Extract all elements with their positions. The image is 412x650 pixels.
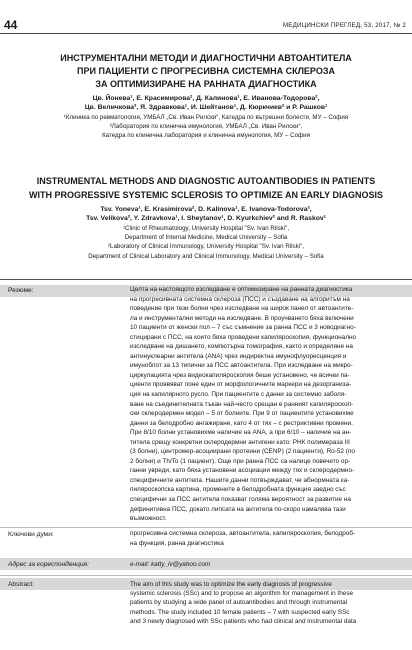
summary-line: (3 болни), центромер-асоциирани протеини (CENP) (2 пациенти), Ro-52 (по bbox=[130, 448, 355, 456]
title-line: ИНСТРУМЕНТАЛНИ МЕТОДИ И ДИАГНОСТИЧНИ АВТОАНТИТЕЛА bbox=[60, 53, 352, 63]
correspondence-email[interactable]: e-mail: katty_iv@yahoo.com bbox=[130, 561, 211, 568]
summary-line: циркулацията чрез видеокапиляроскопия беше установено, че всички па- bbox=[130, 371, 350, 379]
affiliation-line: Department of Internal Medicine, Medical University – Sofia bbox=[124, 234, 288, 242]
affiliation-line: ¹Клиника по ревматология, УМБАЛ „Св. Иван Рилски“, Катедра по вътрешни болести, МУ – София bbox=[63, 114, 349, 121]
keywords-text bbox=[130, 529, 406, 548]
running-header bbox=[0, 0, 412, 36]
authors-bulgarian bbox=[8, 94, 404, 112]
correspondence-label: Адрес за кореспонденция: bbox=[8, 561, 89, 568]
title-line: INSTRUMENTAL METHODS AND DIAGNOSTIC AUTOANTIBODIES IN PATIENTS bbox=[36, 176, 376, 186]
summary-line: на прогресивната системна склероза (ПСС) и създаване на алгоритъм на bbox=[130, 295, 350, 303]
summary-line: 2 болни) и Th/To (1 пациент). Още при ранна ПСС са налице повечето ор- bbox=[130, 457, 351, 465]
summary-line: ция на капилярното русло. При пациентите с данни за системно заболя- bbox=[130, 391, 347, 399]
abstract-line: patients by studying a wide panel of autoantibodies and through instrumental bbox=[130, 599, 348, 607]
affiliation-line: Катедра по клинична лаборатория и клинична имунология, МУ – София bbox=[102, 132, 310, 140]
affiliation-line: ²Лаборатория по клинична имунология, УМБАЛ „Св. Иван Рилски“, bbox=[109, 123, 303, 131]
abstract-label: Abstract: bbox=[8, 581, 35, 588]
header-rule bbox=[0, 33, 412, 34]
keywords-label: Ключови думи: bbox=[8, 531, 54, 538]
separator bbox=[0, 527, 412, 528]
affiliations-bulgarian bbox=[8, 113, 404, 141]
summary-line: специфичните антитела. Нашите данни потвърждават, че абнормната ка- bbox=[130, 476, 350, 484]
summary-line: 10 пациенти от женски пол – 7 със съмнение за ранна ПСС и 3 новодиагно- bbox=[130, 324, 356, 332]
authors-line: Tsv. Yoneva¹, E. Krasimirova², D. Kalinova¹, E. Ivanova-Todorova², bbox=[100, 206, 312, 213]
summary-label: Резюме: bbox=[8, 287, 34, 294]
summary-line: възможност. bbox=[130, 515, 167, 523]
summary-line: ла и инструментални методи на изследване. В проучването бяха включени bbox=[130, 314, 354, 322]
summary-line: пиляроскопска картина, промените в белодробната функция заедно със bbox=[130, 486, 346, 494]
summary-line: изследване на дишането, компютърна томография, както и определяне на bbox=[130, 343, 353, 351]
authors-line: Цв. Йонева¹, Е. Красимирова², Д. Калинова¹, Е. Иванова-Тодорова², bbox=[92, 95, 320, 102]
summary-line: При 8/10 болни установихме наличие на ANA, а при 6/10 – наличие на ан- bbox=[130, 429, 352, 437]
summary-line: данни за белодробно ангажиране, като 4 от тях – с рестриктивни промени. bbox=[130, 419, 353, 427]
abstract-line: and 3 newly diagnosed with SSc patients who had clinical and instrumental data bbox=[130, 617, 357, 625]
authors-english bbox=[8, 205, 404, 223]
summary-line: дефинитивна ПСС, докато липсата на антитела по-скоро намалява тази bbox=[130, 505, 346, 513]
summary-line: ски склеродермен модел – 5 от болните. При 9 от пациентите установихме bbox=[130, 410, 354, 418]
summary-line: имуноблот за 13 типични за ПСС автоантитела. При изследване на микро- bbox=[130, 362, 353, 370]
summary-line: ване на съединителната тъкан най-често срещан е ранният капиляроскоп- bbox=[130, 400, 354, 408]
affiliation-line: Department of Clinical Laboratory and Clinical Immunology, Medical University – Sofia bbox=[88, 252, 324, 260]
abstract-line: The aim of this study was to optimize the early diagnosis of progressive bbox=[130, 581, 332, 588]
authors-line: Tsv. Velikova², Y. Zdravkova¹, I. Sheytanov¹, D. Kyurkchiev² and R. Raskov¹ bbox=[86, 215, 326, 222]
summary-line: антинуклеарни антитела (ANA) чрез индиректна имунофлуоресценция и bbox=[130, 352, 347, 360]
summary-line: титела срещу конкретни склеродермни антигени като: РНК полимераза III bbox=[130, 438, 350, 446]
page-number: 44 bbox=[4, 18, 18, 32]
separator bbox=[0, 575, 412, 576]
affiliation-line: ¹Clinic of Rheumatology, University Hospital "Sv. Ivan Rilski", bbox=[122, 225, 290, 232]
affiliation-line: ²Laboratory of Clinical Immunology, University Hospital "Sv. Ivan Rilski", bbox=[107, 243, 305, 251]
summary-line: стицирани с ПСС, на които бяха проведени капиляроскопия, функционално bbox=[130, 333, 357, 341]
summary-line: Целта на настоящото изследване е оптимизиране на ранната диагностика bbox=[130, 286, 353, 293]
authors-line: Цв. Величкова², Я. Здравкова¹, И. Шейтанов¹, Д. Кюркчиев² и Р. Рашков¹ bbox=[84, 104, 328, 111]
journal-name: МЕДИЦИНСКИ ПРЕГЛЕД, 53, 2017, № 2 bbox=[282, 22, 406, 29]
title-english bbox=[8, 175, 404, 202]
title-line: WITH PROGRESSIVE SYSTEMIC SCLEROSIS TO OPTIMIZE AN EARLY DIAGNOSIS bbox=[28, 189, 384, 200]
title-line: ПРИ ПАЦИЕНТИ С ПРОГРЕСИВНА СИСТЕМНА СКЛЕРОЗА bbox=[77, 66, 335, 76]
summary-line: специфични за ПСС антитела показват голяма вероятност за развитие на bbox=[130, 496, 351, 504]
keywords-line: на функция, ранна диагностика bbox=[130, 539, 224, 547]
abstract-box-top-rule bbox=[0, 279, 412, 280]
affiliations-english bbox=[8, 224, 404, 261]
summary-line: циенти проявяват поне един от морфологичните маркери на дезорганиза- bbox=[130, 381, 352, 389]
title-bulgarian bbox=[8, 52, 404, 91]
title-line: ЗА ОПТИМИЗИРАНЕ НА РАННАТА ДИАГНОСТИКА bbox=[95, 79, 317, 89]
summary-line: поведение при тези болни чрез изследване на широк панел от автоантите- bbox=[130, 305, 354, 313]
summary-text bbox=[130, 285, 406, 524]
abstract-text bbox=[130, 580, 406, 626]
abstract-line: methods. The study included 10 female patients – 7 with suspected early SSc bbox=[130, 608, 350, 616]
summary-line: ганни увреди, като бяха установени асоциации между тях и склеродермно- bbox=[130, 467, 355, 475]
keywords-line: прогресивна системна склероза, автоантитела, капиляроскопия, белодроб- bbox=[130, 530, 356, 537]
abstract-line: systemic sclerosis (SSc) and to propose an algorithm for management in these bbox=[130, 590, 354, 598]
